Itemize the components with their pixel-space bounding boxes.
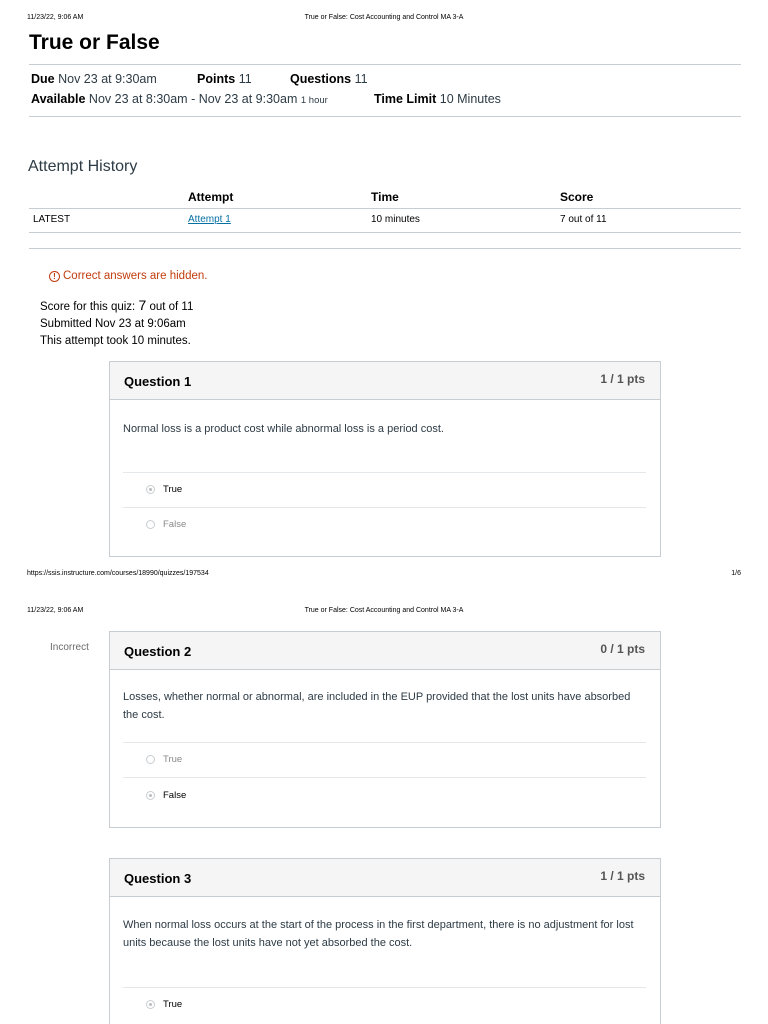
answer-divider xyxy=(123,472,646,473)
incorrect-label: Incorrect xyxy=(50,642,89,653)
answer-label: False xyxy=(163,519,187,530)
divider xyxy=(29,64,741,65)
radio-unselected-icon[interactable] xyxy=(146,520,155,529)
notice-text: Correct answers are hidden. xyxy=(63,270,208,282)
available-meta xyxy=(31,92,328,106)
points-value: 11 xyxy=(238,72,252,86)
answer-option[interactable] xyxy=(146,519,186,530)
question-1-card xyxy=(109,361,661,557)
answer-label: True xyxy=(163,484,183,495)
answer-label: False xyxy=(163,790,187,801)
question-points: 0 / 1 pts xyxy=(600,642,645,656)
print-url: https://ssis.instructure.com/courses/18990/quizzes/197534 xyxy=(27,570,209,577)
table-divider xyxy=(29,232,741,233)
question-2-card xyxy=(109,631,661,828)
answer-divider xyxy=(123,742,646,743)
print-datetime: 11/23/22, 9:06 AM xyxy=(27,14,84,21)
answer-option[interactable] xyxy=(146,790,186,801)
score-value: 7 xyxy=(138,297,147,313)
available-duration: 1 hour xyxy=(300,95,328,106)
duration-line: This attempt took 10 minutes. xyxy=(40,335,191,347)
time-cell: 10 minutes xyxy=(371,214,420,225)
print-doc-title: True or False: Cost Accounting and Control MA 3-A xyxy=(304,607,464,614)
attempt-1-link[interactable]: Attempt 1 xyxy=(188,214,231,225)
available-value: Nov 23 at 8:30am - Nov 23 at 9:30am xyxy=(88,92,298,106)
question-text: When normal loss occurs at the start of the process in the first department, there is no adjustment for lost units because the lost units have not yet absorbed the cost. xyxy=(123,919,634,949)
question-header xyxy=(110,632,660,670)
time-limit-label: Time Limit xyxy=(374,92,437,106)
question-text: Normal loss is a product cost while abnormal loss is a period cost. xyxy=(123,423,444,435)
available-label: Available xyxy=(31,92,86,106)
col-header-attempt: Attempt xyxy=(188,190,234,204)
question-text: Losses, whether normal or abnormal, are included in the EUP provided that the lost units have absorbed the cost. xyxy=(123,691,631,721)
answer-option[interactable] xyxy=(146,484,182,495)
print-header xyxy=(0,607,768,621)
attempt-cell xyxy=(188,214,231,225)
radio-selected-icon[interactable] xyxy=(146,1000,155,1009)
radio-unselected-icon[interactable] xyxy=(146,755,155,764)
time-limit-value: 10 Minutes xyxy=(439,92,501,106)
table-divider xyxy=(29,208,741,209)
page-title: True or False xyxy=(29,31,160,54)
submitted-line: Submitted Nov 23 at 9:06am xyxy=(40,318,186,330)
question-title: Question 2 xyxy=(124,644,192,659)
print-datetime: 11/23/22, 9:06 AM xyxy=(27,607,84,614)
answer-divider xyxy=(123,507,646,508)
question-3-card xyxy=(109,858,661,1024)
answer-label: True xyxy=(163,999,183,1010)
answers-hidden-notice xyxy=(49,270,207,282)
radio-selected-icon[interactable] xyxy=(146,485,155,494)
question-points: 1 / 1 pts xyxy=(600,372,645,386)
divider xyxy=(29,248,741,249)
time-limit-meta xyxy=(374,92,501,106)
question-title: Question 1 xyxy=(124,374,192,389)
attempt-history-title: Attempt History xyxy=(28,158,138,175)
due-value: Nov 23 at 9:30am xyxy=(58,72,157,86)
points-label: Points xyxy=(197,72,236,86)
score-cell: 7 out of 11 xyxy=(560,214,607,225)
print-doc-title: True or False: Cost Accounting and Control MA 3-A xyxy=(304,14,464,21)
points-meta xyxy=(197,72,252,86)
questions-value: 11 xyxy=(354,72,368,86)
questions-meta xyxy=(290,72,368,86)
answer-divider xyxy=(123,777,646,778)
col-header-time: Time xyxy=(371,190,399,204)
print-header xyxy=(0,14,768,28)
question-header xyxy=(110,859,660,897)
col-header-score: Score xyxy=(560,190,594,204)
quiz-meta-row-1 xyxy=(31,72,157,86)
latest-tag: LATEST xyxy=(33,214,71,225)
quiz-score-line xyxy=(40,297,193,313)
score-suffix: out of 11 xyxy=(149,301,194,313)
radio-selected-icon[interactable] xyxy=(146,791,155,800)
answer-label: True xyxy=(163,754,183,765)
answer-divider xyxy=(123,987,646,988)
question-header xyxy=(110,362,660,400)
print-page-number: 1/6 xyxy=(731,570,741,577)
answer-option[interactable] xyxy=(146,999,182,1010)
due-label: Due xyxy=(31,72,55,86)
answer-option[interactable] xyxy=(146,754,182,765)
divider xyxy=(29,116,741,117)
exclamation-circle-icon: ! xyxy=(49,271,60,282)
question-points: 1 / 1 pts xyxy=(600,869,645,883)
question-title: Question 3 xyxy=(124,871,192,886)
score-prefix: Score for this quiz: xyxy=(40,301,136,313)
questions-label: Questions xyxy=(290,72,352,86)
